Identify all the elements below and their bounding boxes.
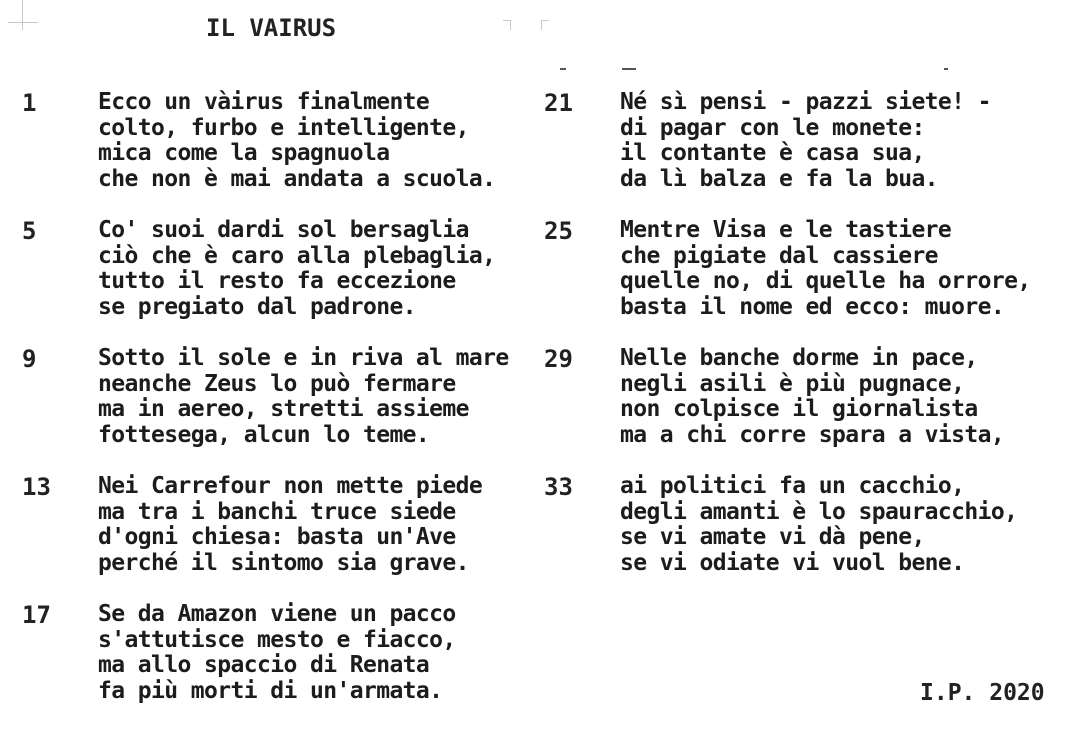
verse-line: Sotto il sole e in riva al mare <box>98 345 509 371</box>
verse-number: 9 <box>22 345 37 373</box>
verse-number: 17 <box>22 601 51 629</box>
verse-line: se vi amate vi dà pene, <box>620 524 925 550</box>
verse-line: ma allo spaccio di Renata <box>98 652 430 678</box>
verse-line: se pregiato dal padrone. <box>98 293 416 320</box>
verse-line: ma a chi corre spara a vista, <box>620 421 1005 448</box>
verse-line: Né sì pensi - pazzi siete! - <box>620 89 991 115</box>
stanza-lines <box>620 474 1017 576</box>
verse-line: che non è mai andata a scuola. <box>98 165 496 192</box>
stanza-lines <box>98 346 509 448</box>
verse-line: fottesega, alcun lo teme. <box>98 421 430 448</box>
stanza-lines <box>98 474 482 576</box>
stanza-lines <box>98 602 456 704</box>
verse-line: basta il nome ed ecco: muore. <box>620 293 1005 320</box>
stanza-lines <box>620 90 991 192</box>
crop-mark <box>22 0 23 30</box>
verse-line: colto, furbo e intelligente, <box>98 114 469 141</box>
verse-line: mica come la spagnuola <box>98 140 390 166</box>
verse-line: fa più morti di un'armata. <box>98 677 443 704</box>
verse-line: che pigiate dal cassiere <box>620 242 938 269</box>
verse-line: di pagar con le monete: <box>620 114 925 141</box>
verse-line: ma tra i banchi truce siede <box>98 498 456 525</box>
verse-line: Se da Amazon viene un pacco <box>98 601 456 627</box>
stanza-lines <box>620 346 1004 448</box>
verse-line: Ecco un vàirus finalmente <box>98 89 430 115</box>
verse-line: Mentre Visa e le tastiere <box>620 217 952 243</box>
crop-mark <box>510 20 511 30</box>
verse-number: 29 <box>544 345 573 373</box>
verse-number: 5 <box>22 217 37 245</box>
verse-line: il contante è casa sua, <box>620 140 925 166</box>
verse-line: Nelle banche dorme in pace, <box>620 345 978 371</box>
crop-mark <box>503 20 511 21</box>
stanza-lines <box>98 90 495 192</box>
clipped-text-fragment <box>944 68 948 70</box>
verse-line: perché il sintomo sia grave. <box>98 549 469 576</box>
verse-line: tutto il resto fa eccezione <box>98 268 456 294</box>
verse-line: ciò che è caro alla plebaglia, <box>98 242 496 269</box>
verse-number: 21 <box>544 89 573 117</box>
verse-line: degli amanti è lo spauracchio, <box>620 498 1018 525</box>
verse-line: negli asili è più pugnace, <box>620 370 965 397</box>
verse-number: 1 <box>22 89 37 117</box>
verse-line: neanche Zeus lo può fermare <box>98 370 456 397</box>
verse-line: ma in aereo, stretti assieme <box>98 396 469 422</box>
verse-number: 13 <box>22 473 51 501</box>
verse-line: Co' suoi dardi sol bersaglia <box>98 217 469 243</box>
verse-line: d'ogni chiesa: basta un'Ave <box>98 524 456 550</box>
poem-title: IL VAIRUS <box>206 14 337 42</box>
verse-line: quelle no, di quelle ha orrore, <box>620 268 1031 294</box>
verse-line: da lì balza e fa la bua. <box>620 165 938 192</box>
verse-number: 25 <box>544 217 573 245</box>
crop-mark <box>541 20 549 21</box>
verse-line: Nei Carrefour non mette piede <box>98 473 483 499</box>
verse-line: s'attutisce mesto e fiacco, <box>98 626 456 653</box>
clipped-text-fragment <box>560 68 566 70</box>
stanza-lines <box>620 218 1031 320</box>
verse-number: 33 <box>544 473 573 501</box>
clipped-text-fragment <box>622 68 636 70</box>
verse-line: se vi odiate vi vuol bene. <box>620 549 965 576</box>
crop-mark <box>541 20 542 30</box>
crop-mark <box>8 22 38 23</box>
verse-line: ai politici fa un cacchio, <box>620 473 965 499</box>
verse-line: non colpisce il giornalista <box>620 396 978 422</box>
stanza-lines <box>98 218 495 320</box>
signature: I.P. 2020 <box>920 680 1045 706</box>
